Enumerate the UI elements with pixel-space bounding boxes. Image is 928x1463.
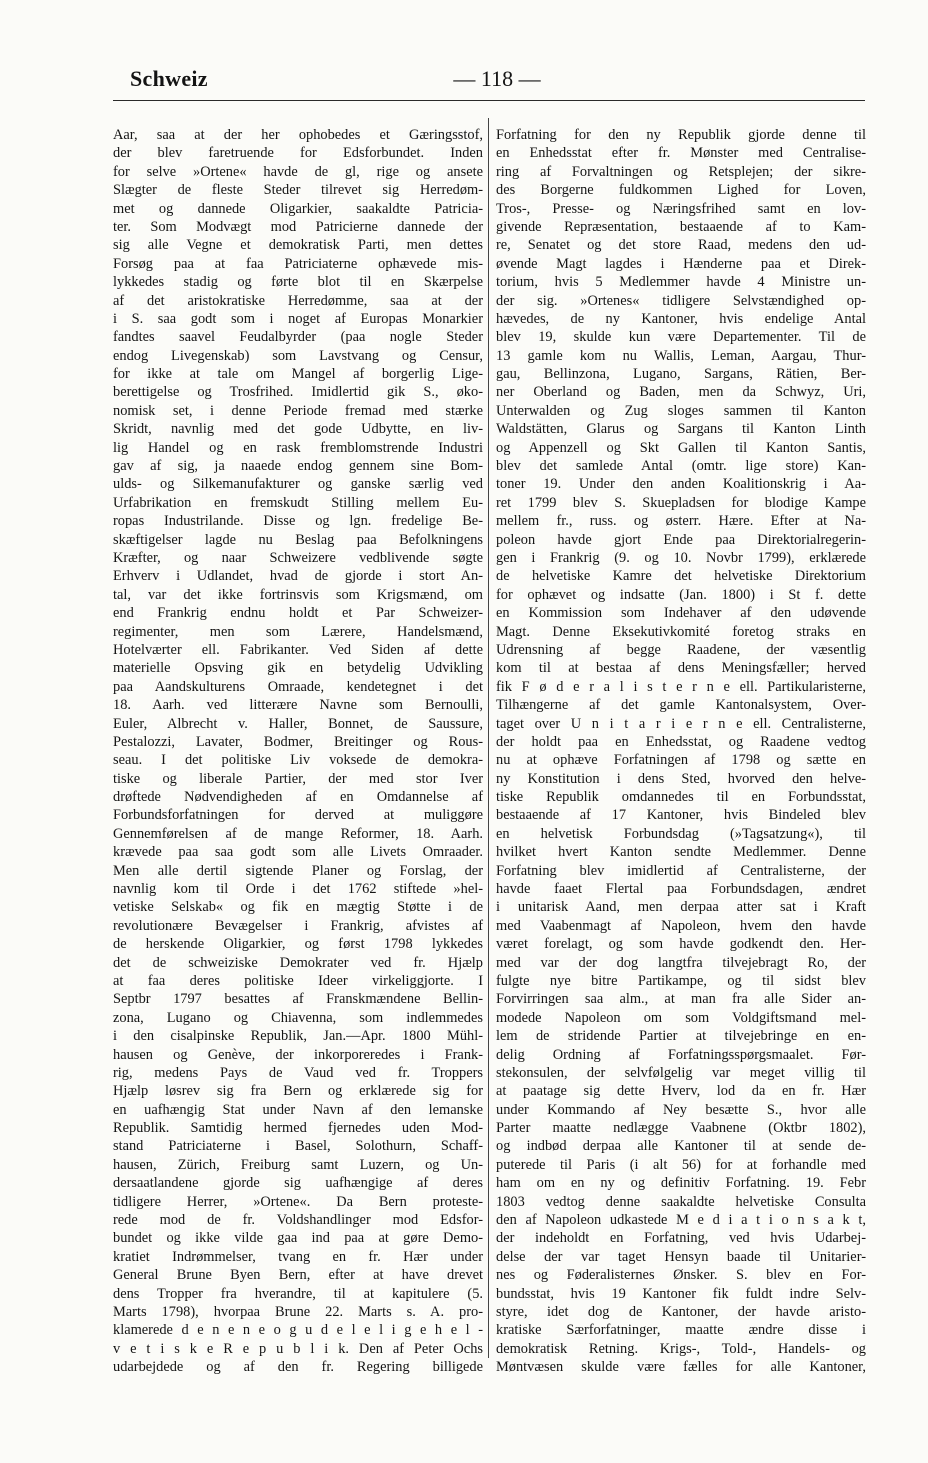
text-line: v e t i s k e R e p u b l i k. Den af Peter Ochs (113, 1340, 483, 1357)
text-line: zona, Lugano og Chiavenna, som indlemmedes (113, 1009, 483, 1026)
text-line: ner Oberland og Baden, men da Schwyz, Uri, (496, 384, 866, 401)
text-line: styre, idet dog de Kantoner, der havde aristo- (496, 1304, 866, 1320)
text-line: de herskende Oligarkier, og først 1798 lykkedes (113, 936, 483, 953)
text-line: en uafhængig Stat under Navn af den lemanske (113, 1101, 483, 1118)
text-line: end Frankrig endnu holdt et Par Schweizer- (113, 605, 483, 622)
text-line: Forfatning blev imidlertid af Centralisterne, der (496, 862, 866, 879)
text-line: krævede paa saa godt som alle Livets Omraader. (113, 844, 483, 861)
text-column-right (496, 126, 866, 1377)
text-line: Møntvæsen skulde være fælles for alle Kantoner, (496, 1359, 866, 1376)
text-line: stand Patriciaterne i Basel, Solothurn, Schaff- (113, 1138, 483, 1155)
text-line: puterede til Paris (i alt 56) for at forhandle med (496, 1156, 866, 1173)
text-line: poleon havde gjort Ende paa Direktorialregerin- (496, 531, 866, 548)
text-line: ring af Forvaltningen og Retsplejen; der sikre- (496, 163, 866, 180)
text-line: modede Napoleon om som Voldgiftsmand mel- (496, 1009, 866, 1026)
text-line: bundet og ikke vilde gaa ind paa at gøre Demo- (113, 1230, 483, 1247)
text-line: ulds- og Silkemanufakturer og ganske særlig ved (113, 476, 483, 493)
text-line: Waldstätten, Glarus og Sargans til Kanton Linth (496, 421, 866, 438)
text-line: Gennemførelsen af de mange Reformer, 18. Aarh. (113, 825, 483, 842)
text-line: ham om en ny og definitiv Forfatning. 19. Febr (496, 1175, 866, 1192)
text-line: tiske Republik omdannedes til en Forbundsstat, (496, 789, 866, 806)
text-line: Kræfter, og naar Schweizere vedblivende søgte (113, 549, 483, 566)
text-line: den af Napoleon udkastede M e d i a t i o n s a k t, (496, 1212, 866, 1229)
text-line: bestaaende af 17 Kantoner, hvis Bindeled blev (496, 807, 866, 824)
text-line: havde faaet Flertal paa Forbundsdagen, ændret (496, 881, 866, 898)
text-line: lem de stridende Partier at tilvejebringe en en- (496, 1028, 866, 1045)
text-line: Marts 1798), hvorpaa Brune 22. Marts s. A. pro- (113, 1304, 483, 1320)
text-line: navnlig kom til Orde i det 1762 stiftede »hel- (113, 881, 483, 898)
text-line: Tros-, Presse- og Næringsfrihed samt en lov- (496, 200, 866, 217)
text-line: 13 gamle kom nu Wallis, Leman, Aargau, Thur- (496, 347, 866, 364)
text-line: Tilhængerne af det gamle Kantonalsystem, Over- (496, 697, 866, 714)
text-column-left (113, 126, 483, 1377)
text-line: de helvetiske Kamre det helvetiske Direktorium (496, 568, 866, 585)
text-line: Slægter de fleste Steder tilrevet sig Herredøm- (113, 182, 483, 199)
text-line: Erhverv i Udlandet, hvad de gjorde i stort An- (113, 568, 483, 585)
text-line: der indeholdt en Forfatning, ved hvis Udarbej- (496, 1230, 866, 1247)
text-line: i den cisalpinske Republik, Jan.—Apr. 1800 Mühl- (113, 1028, 483, 1045)
text-line: Skridt, navnlig med det gode Udbytte, en liv- (113, 421, 483, 438)
text-line: Forsøg paa at faa Patriciaterne ophævede mis- (113, 255, 483, 272)
text-line: ter. Som Modvægt mod Patricierne dannede der (113, 218, 483, 235)
text-line: lykkedes stadig og førte blot til en Skærpelse (113, 274, 483, 291)
text-line: sig alle Vegne et demokratisk Parti, men dettes (113, 237, 483, 254)
text-line: ret 1799 blev S. Skuepladsen for blodige Kampe (496, 494, 866, 511)
text-line: for ophævet og indsatte (Jan. 1800) i St f. dette (496, 586, 866, 603)
text-line: der holdt paa en Enhedsstat, og Raadene vedtog (496, 733, 866, 750)
text-line: ropas Industrilande. Disse og lgn. fredelige Be- (113, 513, 483, 530)
text-line: hausen, Zürich, Freiburg samt Luzern, og Un- (113, 1156, 483, 1173)
text-line: for selve »Ortene« havde de gl, rige og ansete (113, 163, 483, 180)
text-line: gav af sig, ja naaede endog gennem sine Bom- (113, 458, 483, 475)
text-line: kratiske Særforfatninger, maatte ændre disse i (496, 1322, 866, 1339)
text-line: hausen og Genève, der inkorporeredes i Frank- (113, 1046, 483, 1063)
text-line: Hotelværter ell. Fabrikanter. Ved Siden af dette (113, 641, 483, 658)
text-line: torium, hvis 5 Medlemmer havde 4 Ministre un- (496, 274, 866, 291)
text-line: under Kommando af Ney besætte S., hvor alle (496, 1101, 866, 1118)
text-line: Forvirringen saa alm., at man fra alle Sider an- (496, 991, 866, 1008)
text-line: givende Repræsentation, bestaaende af to Kam- (496, 218, 866, 235)
text-line: met og dannede Oligarkier, saakaldte Patricia- (113, 200, 483, 217)
text-line: drøftede Nødvendigheden af en Omdannelse af (113, 789, 483, 806)
text-line: nomisk set, i denne Periode fremad med stærke (113, 402, 483, 419)
text-line: Parter maatte nedlægge Vaabnene (Oktbr 1802), (496, 1120, 866, 1137)
text-line: stekonsulen, der selvfølgelig var meget villig til (496, 1064, 866, 1081)
text-line: bundsstat, hvis 19 Kantoner fik fuldt indre Selv- (496, 1285, 866, 1302)
text-line: fik F ø d e r a l i s t e r n e ell. Partikularisterne, (496, 678, 866, 695)
text-line: Magt. Denne Eksekutivkomité foretog straks en (496, 623, 866, 640)
text-line: revolutionære Bevægelser i Frankrig, afvistes af (113, 917, 483, 934)
text-line: materielle Opsving gik en betydelig Udvikling (113, 660, 483, 677)
text-line: 18. Aarh. ved litterære Navne som Bernoulli, (113, 697, 483, 714)
text-line: en Enhedsstat efter fr. Mønster med Centralise- (496, 145, 866, 162)
text-line: Hjælp løsrev sig fra Bern og erklærede sig for (113, 1083, 483, 1100)
text-line: hævedes, de ny Kantoner, hvis endelige Antal (496, 310, 866, 327)
text-line: vetiske Selskab« og fik en mægtig Støtte i de (113, 899, 483, 916)
text-line: demokratisk Retning. Krigs-, Told-, Handels- og (496, 1340, 866, 1357)
text-line: fandtes saavel Feudalbyrder (paa nogle Steder (113, 329, 483, 346)
text-line: Euler, Albrecht v. Haller, Bonnet, de Saussure, (113, 715, 483, 732)
text-line: Republik. Samtidig hermed fjernedes uden Mod- (113, 1120, 483, 1137)
text-line: nu at ophæve Forfatningen af 1798 og sætte en (496, 752, 866, 769)
text-line: Septbr 1797 besattes af Franskmændene Bellin- (113, 991, 483, 1008)
text-line: af det aristokratiske Herredømme, saa at der (113, 292, 483, 309)
text-line: for ikke at tale om Mangel af borgerlig Lige- (113, 366, 483, 383)
text-line: med var der dog langtfra tilvejebragt Ro, der (496, 954, 866, 971)
text-line: paa Aandskulturens Omraade, kendetegnet i det (113, 678, 483, 695)
text-line: udarbejdede og af den fr. Regering billigede (113, 1359, 483, 1376)
text-line: lig Handel og en rask fremblomstrende Industri (113, 439, 483, 456)
text-line: øvende Magt lagdes i Hænderne paa et Direk- (496, 255, 866, 272)
text-line: tidligere Herrer, »Ortene«. Da Bern proteste- (113, 1193, 483, 1210)
text-line: Unterwalden og Zug sloges sammen til Kanton (496, 402, 866, 419)
text-line: toner 19. Under den anden Koalitionskrig i Aa- (496, 476, 866, 493)
text-line: des Borgerne fuldkommen Lighed for Loven, (496, 182, 866, 199)
text-line: at paatage sig dette Hverv, lod da en fr. Hær (496, 1083, 866, 1100)
text-line: at faa deres politiske Ideer virkeliggjorte. I (113, 972, 483, 989)
text-line: nes og Føderalisternes Ønsker. S. blev en For- (496, 1267, 866, 1284)
text-line: endog Livegenskab) som Lavstvang og Censur, (113, 347, 483, 364)
text-line: tiske og liberale Partier, der med stor Iver (113, 770, 483, 787)
text-line: dersaatlandene gjorde sig uafhængige af deres (113, 1175, 483, 1192)
text-line: Forfatning for den ny Republik gjorde denne til (496, 127, 866, 143)
text-line: re, Senatet og det store Raad, medens den ud- (496, 237, 866, 254)
text-line: Aar, saa at der her ophobedes et Gæringsstof, (113, 127, 483, 143)
text-line: Forbundsforfatningen for derved at muliggøre (113, 807, 483, 824)
text-line: der blev faretruende for Edsforbundet. Inden (113, 145, 483, 162)
text-line: gau, Bellinzona, Lugano, Sargans, Rätien, Ber- (496, 366, 866, 383)
text-line: Urfabrikation en fremskudt Stilling mellem Eu- (113, 494, 483, 511)
text-line: 1803 vedtog denne saakaldte helvetiske Consulta (496, 1193, 866, 1210)
text-line: og Appenzell og Skt Gallen til Kanton Santis, (496, 439, 866, 456)
text-line: rede mod de fr. Voldshandlinger mod Edsfor- (113, 1212, 483, 1229)
text-line: regimenter, men som Lærere, Handelsmænd, (113, 623, 483, 640)
text-line: klamerede d e n e n e o g u d e l e l i g e h e l - (113, 1322, 483, 1339)
text-line: en Kommission som Indehaver af den udøvende (496, 605, 866, 622)
text-line: seau. I det politiske Liv voksede de demokra- (113, 752, 483, 769)
section-title: Schweiz (130, 66, 208, 91)
text-line: det de schweiziske Demokrater ved fr. Hjælp (113, 954, 483, 971)
text-line: i unitarisk Aand, men derpaa atter sat i Kraft (496, 899, 866, 916)
text-line: General Brune Byen Bern, efter at have drevet (113, 1267, 483, 1284)
text-line: dens Tropper fra hverandre, til at kapitulere (5. (113, 1285, 483, 1302)
text-line: berettigelse og Trosfrihed. Imidlertid gik S., øko- (113, 384, 483, 401)
text-line: blev det samlede Antal (omtr. lige store) Kan- (496, 458, 866, 475)
text-line: der sig. »Ortenes« tidligere Selvstændighed op- (496, 292, 866, 309)
text-line: fulgte nye bitre Partikampe, og til sidst blev (496, 972, 866, 989)
text-line: Men alle dertil sigtende Planer og Forslag, der (113, 862, 483, 879)
text-line: rig, medens Pays de Vaud ved fr. Troppers (113, 1064, 483, 1081)
text-line: Udrensning af begge Raadene, der væsentlig (496, 641, 866, 658)
text-line: delig Ordning af Forfatningsspørgsmaalet. Før- (496, 1046, 866, 1063)
page-number: — 118 — (453, 66, 541, 91)
text-line: været forelagt, og som havde godkendt den. Her- (496, 936, 866, 953)
text-line: med Vaabenmagt af Napoleon, hvem den havde (496, 917, 866, 934)
text-line: Pestalozzi, Lavater, Bodmer, Breitinger og Rous- (113, 733, 483, 750)
text-line: skæftigelser lagde nu Beslag paa Befolkningens (113, 531, 483, 548)
text-line: hvilket hvert Kanton sendte Medlemmer. Denne (496, 844, 866, 861)
column-divider (488, 118, 489, 1358)
text-line: taget over U n i t a r i e r n e ell. Centralisterne, (496, 715, 866, 732)
text-line: og indbød derpaa alle Kantoner til at sende de- (496, 1138, 866, 1155)
text-line: tal, var det ikke fortrinsvis som Krigsmænd, om (113, 586, 483, 603)
text-line: en helvetisk Forbundsdag (»Tagsatzung«), til (496, 825, 866, 842)
text-line: blev 19, skulde kun være Departementer. Til de (496, 329, 866, 346)
text-line: delse der var taget Hensyn baade til Unitarier- (496, 1248, 866, 1265)
header-rule (113, 100, 865, 101)
text-line: ny Konstitution i dens Sted, hvorved den helve- (496, 770, 866, 787)
text-line: kratiet Indrømmelser, tvang en fr. Hær under (113, 1248, 483, 1265)
text-line: i S. saa godt som i noget af Europas Monarkier (113, 310, 483, 327)
text-line: gen i Frankrig (9. og 10. Novbr 1799), erklærede (496, 549, 866, 566)
text-line: mellem fr., russ. og østerr. Hære. Efter at Na- (496, 513, 866, 530)
text-line: kom til at bestaa af dens Meningsfæller; herved (496, 660, 866, 677)
